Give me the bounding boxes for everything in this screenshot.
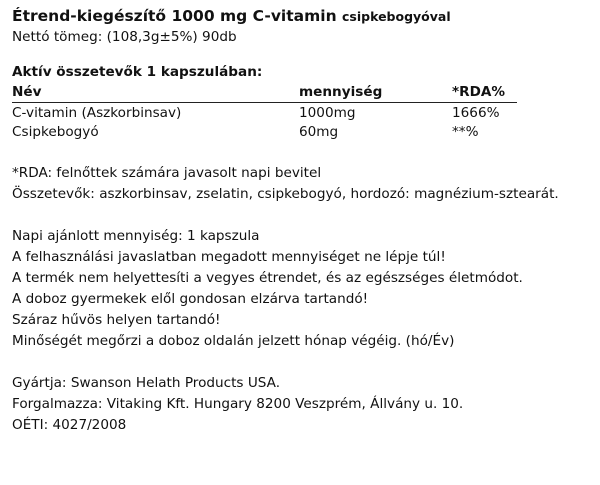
ingredient-rda: 1666% <box>452 105 500 121</box>
product-label <box>12 6 596 436</box>
ingredients-header-row <box>12 83 517 103</box>
table-row <box>12 103 517 124</box>
usage-line: Száraz hűvös helyen tartandó! <box>12 312 221 328</box>
product-title-main: Étrend-kiegészítő 1000 mg C-vitamin <box>12 7 337 25</box>
column-header-amount: mennyiség <box>299 83 452 103</box>
composition-note: Összetevők: aszkorbinsav, zselatin, csipkebogyó, hordozó: magnézium-sztearát. <box>12 186 559 202</box>
usage-line: Napi ajánlott mennyiség: 1 kapszula <box>12 228 260 244</box>
column-header-rda: *RDA% <box>452 83 517 103</box>
manufacturer: Gyártja: Swanson Helath Products USA. <box>12 375 281 391</box>
rda-note: *RDA: felnőttek számára javasolt napi bevitel <box>12 165 322 181</box>
net-weight: Nettó tömeg: (108,3g±5%) 90db <box>12 29 237 45</box>
usage-line: Minőségét megőrzi a doboz oldalán jelzett hónap végéig. (hó/Év) <box>12 333 455 349</box>
table-row <box>12 123 517 142</box>
oeti-number: OÉTI: 4027/2008 <box>12 417 127 433</box>
spacer <box>12 48 596 62</box>
ingredient-name: Csipkebogyó <box>12 124 99 140</box>
distributor: Forgalmazza: Vitaking Kft. Hungary 8200 Veszprém, Állvány u. 10. <box>12 396 464 412</box>
ingredient-name: C-vitamin (Aszkorbinsav) <box>12 105 182 121</box>
product-title <box>12 6 596 27</box>
ingredients-table <box>12 83 517 142</box>
ingredient-rda: **% <box>452 124 479 140</box>
spacer <box>12 205 596 226</box>
usage-line: A felhasználási javaslatban megadott mennyiséget ne lépje túl! <box>12 249 446 265</box>
spacer <box>12 352 596 373</box>
ingredient-amount: 1000mg <box>299 105 356 121</box>
usage-line: A termék nem helyettesíti a vegyes étrendet, és az egészséges életmódot. <box>12 270 523 286</box>
column-header-name: Név <box>12 83 299 103</box>
product-title-suffix: csipkebogyóval <box>342 9 451 24</box>
ingredient-amount: 60mg <box>299 124 339 140</box>
ingredients-heading: Aktív összetevők 1 kapszulában: <box>12 64 263 80</box>
spacer <box>12 142 596 163</box>
usage-line: A doboz gyermekek elől gondosan elzárva tartandó! <box>12 291 369 307</box>
